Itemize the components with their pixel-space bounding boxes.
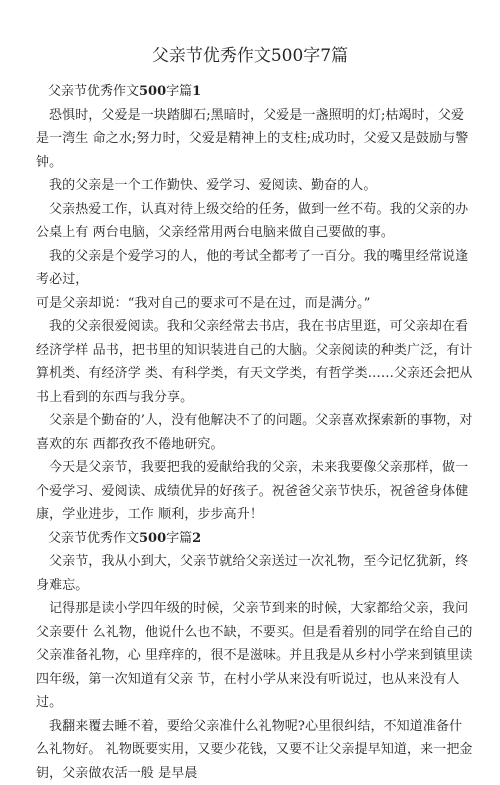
section-heading-suffix: 字篇 xyxy=(166,531,192,546)
paragraph: 我翻来覆去睡不着，要给父亲准什么礼物呢?心里很纠结，不知道准备什么礼物好。 礼物既要实用，又要少花钱，又要不让父亲提早知道，来一把金钥，父亲做农活一般 是早晨 xyxy=(36,715,474,785)
section-heading-index: 1 xyxy=(192,84,201,99)
paragraph: 父亲热爱工作，认真对待上级交给的任务，做到一丝不苟。我的父亲的办公桌上有 两台电脑，父亲经常用两台电脑来做自己要做的事。 xyxy=(36,198,474,245)
section-heading-2 xyxy=(36,527,474,551)
section-heading-index: 2 xyxy=(192,531,201,546)
paragraph: 记得那是读小学四年级的时候，父亲节到来的时候，大家都给父亲，我问父亲要什 么礼物，他说什么也不缺，不要买。但是看着别的同学在给自己的父亲准备礼物，心 里痒痒的，很不是滋味。并且我是从乡村小学来到镇里读四年级，第一次知道有父亲 节，在村小学从来没有听说过，也从来没有人过。 xyxy=(36,597,474,715)
paragraph: 父亲节，我从小到大，父亲节就给父亲送过一次礼物，至今记忆犹新，终身难忘。 xyxy=(36,550,474,597)
section-heading-text: 父亲节优秀作文 xyxy=(48,531,139,546)
document-body xyxy=(36,80,474,785)
section-heading-1 xyxy=(36,80,474,104)
paragraph: 我的父亲是个爱学习的人，他的考试全都考了一百分。我的嘴里经常说逢考必过， xyxy=(36,245,474,292)
section-heading-suffix: 字篇 xyxy=(166,84,192,99)
paragraph: 恐惧时，父爱是一块踏脚石;黑暗时，父爱是一盏照明的灯;枯竭时，父爱是一湾生 命之水;努力时，父爱是精神上的支柱;成功时，父爱又是鼓励与警钟。 xyxy=(36,104,474,175)
paragraph: 我的父亲很爱阅读。我和父亲经常去书店，我在书店里逛，可父亲却在看经济学样 品书，把书里的知识装进自己的大脑。父亲阅读的种类广泛，有计算机类、有经济学 类、有科学类，有天文学类，有哲学类……父亲还会把从书上看到的东西与我分享。 xyxy=(36,315,474,409)
section-heading-num: 500 xyxy=(139,531,166,546)
section-heading-text: 父亲节优秀作文 xyxy=(48,84,139,99)
paragraph: 今天是父亲节，我要把我的爱献给我的父亲，未来我要像父亲那样，做一个爱学习、爱阅读、成绩优异的好孩子。祝爸爸父亲节快乐，祝爸爸身体健康，学业进步，工作 顺利，步步高升！ xyxy=(36,456,474,527)
document-title: 父亲节优秀作文500字7篇 xyxy=(0,45,500,67)
paragraph: 我的父亲是一个工作勤快、爱学习、爱阅读、勤奋的人。 xyxy=(36,174,474,198)
section-heading-num: 500 xyxy=(139,84,166,99)
paragraph: 父亲是个勤奋的’人，没有他解决不了的问题。父亲喜欢探索新的事物，对喜欢的东 西都孜孜不倦地研究。 xyxy=(36,409,474,456)
paragraph: 可是父亲却说：“我对自己的要求可不是在过，而是满分。” xyxy=(36,292,474,316)
